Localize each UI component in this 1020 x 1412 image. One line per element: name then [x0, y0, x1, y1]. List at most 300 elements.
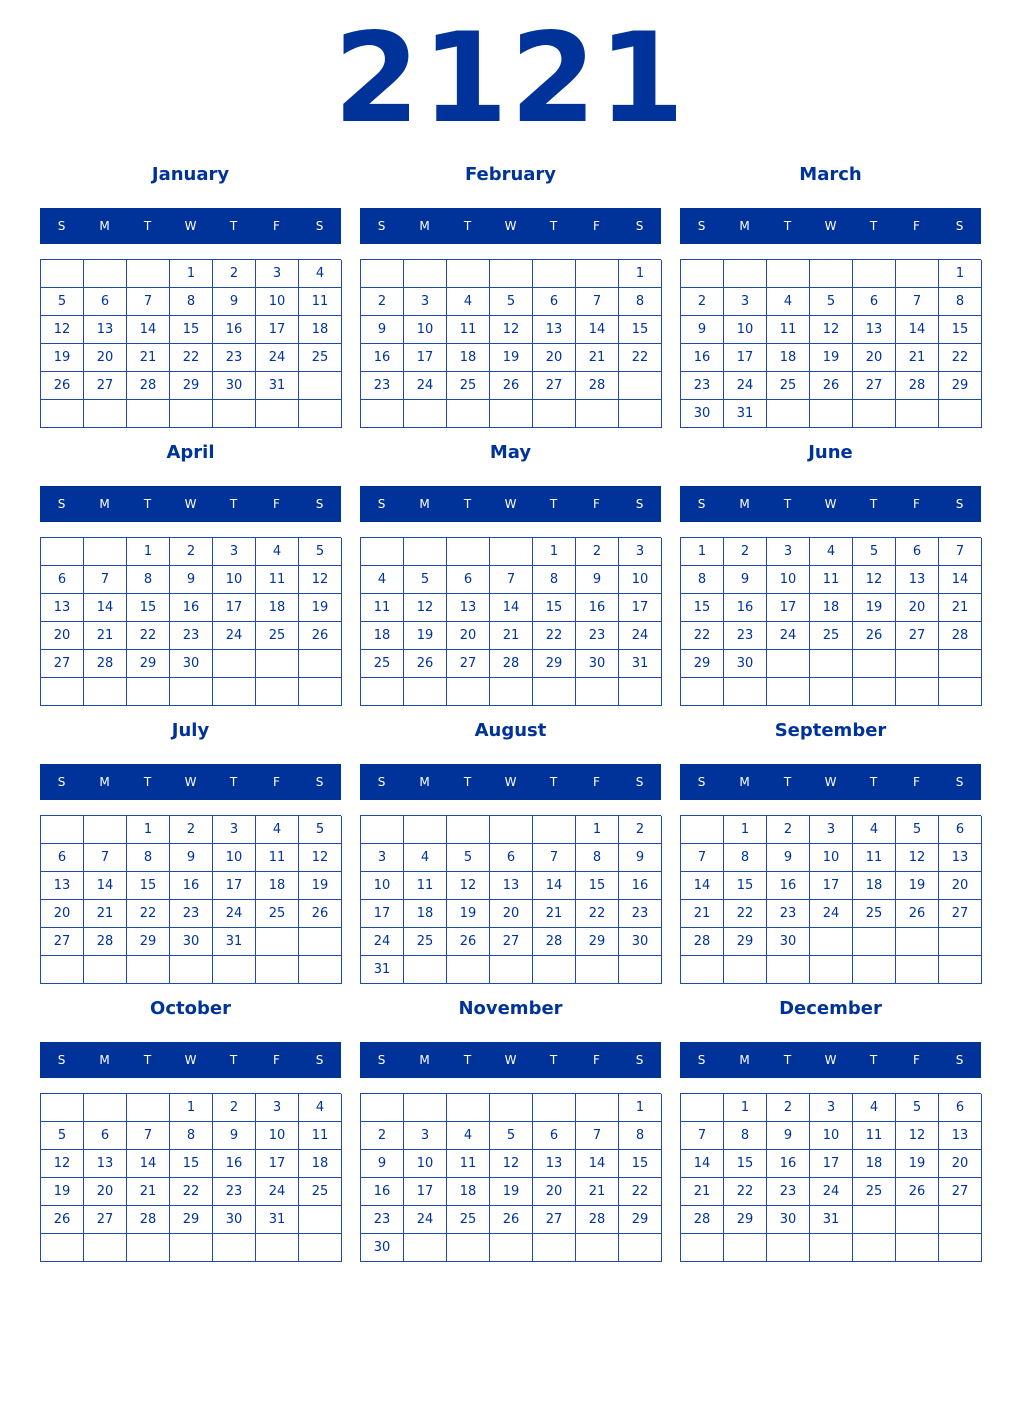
- day-cell: 17: [619, 594, 662, 622]
- day-cell: 6: [84, 288, 127, 316]
- day-cell: 27: [447, 650, 490, 678]
- day-cell: 12: [41, 316, 84, 344]
- empty-day-cell: [361, 260, 404, 288]
- weekday-header-row: [360, 486, 661, 522]
- weekday-header-row: [40, 764, 341, 800]
- day-cell: 18: [361, 622, 404, 650]
- day-cell: 10: [404, 316, 447, 344]
- day-cell: 27: [939, 900, 982, 928]
- day-cell: 23: [361, 372, 404, 400]
- day-cell: 22: [533, 622, 576, 650]
- weekday-header-row: [360, 208, 661, 244]
- day-cell: 22: [724, 1178, 767, 1206]
- day-cell: 2: [767, 1094, 810, 1122]
- day-cell: 15: [170, 316, 213, 344]
- day-cell: 17: [404, 344, 447, 372]
- day-cell: 26: [299, 900, 342, 928]
- day-cell: 5: [299, 538, 342, 566]
- weekday-header: W: [184, 1053, 197, 1067]
- day-cell: 12: [299, 566, 342, 594]
- day-cell: 28: [576, 1206, 619, 1234]
- day-grid: [680, 537, 981, 706]
- month-name: June: [808, 442, 853, 463]
- empty-day-cell: [256, 650, 299, 678]
- month-july: [40, 716, 341, 986]
- empty-day-cell: [724, 956, 767, 984]
- empty-day-cell: [939, 650, 982, 678]
- day-cell: 20: [896, 594, 939, 622]
- day-cell: 31: [619, 650, 662, 678]
- empty-day-cell: [299, 956, 342, 984]
- day-cell: 1: [127, 816, 170, 844]
- weekday-header: F: [593, 219, 600, 233]
- day-cell: 3: [256, 1094, 299, 1122]
- day-cell: 21: [681, 1178, 724, 1206]
- day-cell: 17: [767, 594, 810, 622]
- day-cell: 19: [896, 872, 939, 900]
- empty-day-cell: [853, 650, 896, 678]
- day-cell: 5: [404, 566, 447, 594]
- day-cell: 23: [619, 900, 662, 928]
- day-cell: 12: [447, 872, 490, 900]
- day-cell: 27: [84, 372, 127, 400]
- weekday-header: S: [57, 775, 66, 789]
- day-cell: 30: [767, 928, 810, 956]
- day-cell: 5: [41, 1122, 84, 1150]
- day-cell: 3: [256, 260, 299, 288]
- weekday-header: M: [419, 219, 430, 233]
- day-cell: 18: [853, 1150, 896, 1178]
- day-cell: 16: [213, 316, 256, 344]
- day-cell: 20: [41, 622, 84, 650]
- day-cell: 15: [127, 594, 170, 622]
- weekday-header: S: [955, 219, 964, 233]
- day-cell: 26: [896, 1178, 939, 1206]
- day-cell: 22: [939, 344, 982, 372]
- day-cell: 29: [681, 650, 724, 678]
- day-cell: 3: [404, 288, 447, 316]
- day-cell: 22: [619, 344, 662, 372]
- day-cell: 19: [299, 594, 342, 622]
- empty-day-cell: [447, 538, 490, 566]
- weekday-header: W: [504, 775, 517, 789]
- day-cell: 23: [213, 344, 256, 372]
- day-cell: 17: [361, 900, 404, 928]
- day-cell: 14: [490, 594, 533, 622]
- day-cell: 31: [724, 400, 767, 428]
- empty-day-cell: [447, 816, 490, 844]
- day-cell: 5: [896, 816, 939, 844]
- day-cell: 25: [767, 372, 810, 400]
- day-cell: 13: [939, 1122, 982, 1150]
- day-cell: 16: [724, 594, 767, 622]
- day-cell: 4: [853, 816, 896, 844]
- day-cell: 21: [127, 1178, 170, 1206]
- day-cell: 5: [41, 288, 84, 316]
- day-cell: 24: [724, 372, 767, 400]
- day-cell: 10: [810, 1122, 853, 1150]
- day-cell: 5: [810, 288, 853, 316]
- empty-day-cell: [41, 956, 84, 984]
- empty-day-cell: [576, 1094, 619, 1122]
- day-cell: 11: [810, 566, 853, 594]
- day-grid: [680, 1093, 981, 1262]
- weekday-header: F: [593, 1053, 600, 1067]
- day-cell: 19: [404, 622, 447, 650]
- empty-day-cell: [170, 678, 213, 706]
- day-cell: 12: [404, 594, 447, 622]
- day-cell: 28: [939, 622, 982, 650]
- day-cell: 13: [84, 1150, 127, 1178]
- empty-day-cell: [213, 400, 256, 428]
- day-cell: 10: [724, 316, 767, 344]
- day-cell: 17: [213, 872, 256, 900]
- weekday-header: S: [697, 775, 706, 789]
- day-cell: 23: [767, 1178, 810, 1206]
- day-cell: 4: [256, 538, 299, 566]
- weekday-header: M: [739, 775, 750, 789]
- day-cell: 23: [681, 372, 724, 400]
- empty-day-cell: [256, 1234, 299, 1262]
- day-cell: 7: [681, 844, 724, 872]
- day-cell: 9: [681, 316, 724, 344]
- day-cell: 11: [299, 288, 342, 316]
- weekday-header: W: [184, 219, 197, 233]
- year-title: 2121: [333, 7, 687, 151]
- day-cell: 21: [84, 900, 127, 928]
- empty-day-cell: [939, 956, 982, 984]
- day-cell: 10: [404, 1150, 447, 1178]
- day-cell: 27: [853, 372, 896, 400]
- day-cell: 7: [84, 844, 127, 872]
- weekday-header-row: [680, 486, 981, 522]
- day-cell: 21: [681, 900, 724, 928]
- day-cell: 19: [447, 900, 490, 928]
- empty-day-cell: [170, 956, 213, 984]
- weekday-header: M: [99, 219, 110, 233]
- day-cell: 26: [896, 900, 939, 928]
- day-cell: 8: [170, 288, 213, 316]
- month-april: [40, 438, 341, 708]
- day-cell: 24: [213, 622, 256, 650]
- day-cell: 7: [490, 566, 533, 594]
- empty-day-cell: [896, 928, 939, 956]
- weekday-header-row: [680, 1042, 981, 1078]
- weekday-header-row: [360, 1042, 661, 1078]
- day-cell: 13: [853, 316, 896, 344]
- weekday-header: W: [824, 775, 837, 789]
- weekday-header: M: [739, 1053, 750, 1067]
- day-cell: 9: [576, 566, 619, 594]
- day-cell: 6: [84, 1122, 127, 1150]
- day-cell: 29: [127, 650, 170, 678]
- day-cell: 19: [490, 1178, 533, 1206]
- day-cell: 24: [361, 928, 404, 956]
- day-cell: 4: [404, 844, 447, 872]
- empty-day-cell: [84, 1234, 127, 1262]
- empty-day-cell: [170, 1234, 213, 1262]
- day-cell: 22: [170, 344, 213, 372]
- day-cell: 4: [256, 816, 299, 844]
- empty-day-cell: [404, 538, 447, 566]
- empty-day-cell: [490, 678, 533, 706]
- weekday-header: F: [913, 219, 920, 233]
- month-march: [680, 160, 981, 430]
- day-cell: 22: [681, 622, 724, 650]
- day-cell: 16: [767, 872, 810, 900]
- day-cell: 1: [724, 816, 767, 844]
- day-cell: 5: [299, 816, 342, 844]
- day-cell: 22: [576, 900, 619, 928]
- month-name: October: [150, 998, 231, 1019]
- day-grid: [360, 815, 661, 984]
- weekday-header: T: [549, 1053, 558, 1067]
- month-november: [360, 994, 661, 1264]
- day-cell: 14: [84, 872, 127, 900]
- empty-day-cell: [84, 956, 127, 984]
- day-cell: 5: [853, 538, 896, 566]
- day-cell: 20: [533, 1178, 576, 1206]
- empty-day-cell: [404, 816, 447, 844]
- day-cell: 10: [619, 566, 662, 594]
- day-cell: 6: [490, 844, 533, 872]
- empty-day-cell: [767, 1234, 810, 1262]
- day-cell: 21: [84, 622, 127, 650]
- day-cell: 19: [41, 344, 84, 372]
- day-cell: 16: [170, 872, 213, 900]
- day-cell: 19: [41, 1178, 84, 1206]
- day-cell: 9: [767, 1122, 810, 1150]
- weekday-header: M: [419, 497, 430, 511]
- day-cell: 23: [170, 900, 213, 928]
- day-cell: 18: [767, 344, 810, 372]
- day-cell: 2: [213, 1094, 256, 1122]
- day-cell: 24: [256, 1178, 299, 1206]
- day-cell: 3: [810, 1094, 853, 1122]
- empty-day-cell: [84, 538, 127, 566]
- weekday-header: S: [315, 1053, 324, 1067]
- day-cell: 22: [170, 1178, 213, 1206]
- day-cell: 3: [619, 538, 662, 566]
- day-cell: 12: [896, 844, 939, 872]
- day-cell: 25: [447, 372, 490, 400]
- empty-day-cell: [810, 400, 853, 428]
- empty-day-cell: [127, 956, 170, 984]
- day-cell: 20: [939, 872, 982, 900]
- day-cell: 17: [213, 594, 256, 622]
- empty-day-cell: [681, 956, 724, 984]
- empty-day-cell: [490, 1234, 533, 1262]
- day-cell: 10: [810, 844, 853, 872]
- weekday-header: W: [184, 775, 197, 789]
- day-cell: 13: [41, 594, 84, 622]
- day-cell: 1: [619, 1094, 662, 1122]
- day-cell: 20: [533, 344, 576, 372]
- day-cell: 11: [256, 844, 299, 872]
- day-cell: 22: [619, 1178, 662, 1206]
- empty-day-cell: [299, 1206, 342, 1234]
- day-cell: 27: [490, 928, 533, 956]
- day-cell: 2: [361, 288, 404, 316]
- day-cell: 6: [896, 538, 939, 566]
- day-cell: 15: [576, 872, 619, 900]
- empty-day-cell: [299, 650, 342, 678]
- empty-day-cell: [404, 678, 447, 706]
- weekday-header: S: [635, 1053, 644, 1067]
- day-cell: 7: [84, 566, 127, 594]
- day-cell: 12: [490, 1150, 533, 1178]
- day-cell: 5: [490, 1122, 533, 1150]
- empty-day-cell: [41, 1234, 84, 1262]
- weekday-header: F: [913, 497, 920, 511]
- weekday-header: T: [869, 219, 878, 233]
- weekday-header-row: [680, 208, 981, 244]
- day-cell: 3: [213, 538, 256, 566]
- day-cell: 26: [404, 650, 447, 678]
- empty-day-cell: [299, 400, 342, 428]
- empty-day-cell: [853, 400, 896, 428]
- empty-day-cell: [84, 678, 127, 706]
- month-name: March: [799, 164, 862, 185]
- empty-day-cell: [896, 678, 939, 706]
- day-cell: 13: [84, 316, 127, 344]
- empty-day-cell: [256, 928, 299, 956]
- weekday-header: W: [504, 497, 517, 511]
- day-cell: 4: [767, 288, 810, 316]
- weekday-header: T: [869, 775, 878, 789]
- weekday-header: T: [869, 497, 878, 511]
- day-cell: 26: [447, 928, 490, 956]
- day-cell: 8: [681, 566, 724, 594]
- empty-day-cell: [681, 1234, 724, 1262]
- day-cell: 26: [490, 372, 533, 400]
- day-cell: 17: [256, 316, 299, 344]
- day-cell: 20: [41, 900, 84, 928]
- day-cell: 11: [299, 1122, 342, 1150]
- day-cell: 15: [533, 594, 576, 622]
- weekday-header: F: [593, 497, 600, 511]
- day-cell: 13: [533, 316, 576, 344]
- day-cell: 27: [533, 1206, 576, 1234]
- empty-day-cell: [767, 956, 810, 984]
- day-cell: 6: [41, 566, 84, 594]
- day-cell: 10: [256, 1122, 299, 1150]
- day-cell: 9: [724, 566, 767, 594]
- day-cell: 2: [170, 538, 213, 566]
- day-cell: 9: [170, 844, 213, 872]
- empty-day-cell: [939, 1206, 982, 1234]
- day-cell: 15: [939, 316, 982, 344]
- day-cell: 3: [213, 816, 256, 844]
- day-cell: 13: [533, 1150, 576, 1178]
- month-may: [360, 438, 661, 708]
- day-cell: 9: [213, 288, 256, 316]
- day-cell: 24: [256, 344, 299, 372]
- day-cell: 30: [724, 650, 767, 678]
- weekday-header: T: [143, 775, 152, 789]
- day-cell: 4: [447, 288, 490, 316]
- empty-day-cell: [853, 1234, 896, 1262]
- weekday-header: S: [635, 497, 644, 511]
- day-cell: 17: [256, 1150, 299, 1178]
- weekday-header: T: [549, 775, 558, 789]
- empty-day-cell: [361, 678, 404, 706]
- day-cell: 30: [361, 1234, 404, 1262]
- weekday-header: S: [635, 219, 644, 233]
- day-cell: 24: [810, 1178, 853, 1206]
- day-cell: 26: [299, 622, 342, 650]
- weekday-header: F: [273, 497, 280, 511]
- empty-day-cell: [299, 678, 342, 706]
- empty-day-cell: [853, 956, 896, 984]
- day-cell: 9: [619, 844, 662, 872]
- day-cell: 12: [853, 566, 896, 594]
- empty-day-cell: [939, 678, 982, 706]
- weekday-header: M: [419, 775, 430, 789]
- empty-day-cell: [681, 816, 724, 844]
- day-cell: 2: [619, 816, 662, 844]
- day-cell: 6: [533, 288, 576, 316]
- day-cell: 14: [576, 1150, 619, 1178]
- day-cell: 4: [299, 1094, 342, 1122]
- empty-day-cell: [361, 538, 404, 566]
- weekday-header: F: [273, 219, 280, 233]
- empty-day-cell: [853, 678, 896, 706]
- day-cell: 18: [810, 594, 853, 622]
- empty-day-cell: [939, 928, 982, 956]
- weekday-header-row: [40, 208, 341, 244]
- day-cell: 11: [404, 872, 447, 900]
- day-cell: 26: [810, 372, 853, 400]
- day-cell: 29: [724, 1206, 767, 1234]
- empty-day-cell: [404, 400, 447, 428]
- empty-day-cell: [724, 678, 767, 706]
- empty-day-cell: [127, 400, 170, 428]
- day-cell: 24: [810, 900, 853, 928]
- day-cell: 27: [41, 650, 84, 678]
- empty-day-cell: [490, 260, 533, 288]
- day-cell: 5: [896, 1094, 939, 1122]
- weekday-header-row: [360, 764, 661, 800]
- day-grid: [360, 537, 661, 706]
- day-cell: 5: [447, 844, 490, 872]
- day-cell: 18: [299, 316, 342, 344]
- empty-day-cell: [576, 678, 619, 706]
- day-cell: 9: [361, 1150, 404, 1178]
- weekday-header: T: [463, 497, 472, 511]
- empty-day-cell: [299, 928, 342, 956]
- weekday-header: S: [955, 1053, 964, 1067]
- empty-day-cell: [490, 956, 533, 984]
- day-cell: 20: [447, 622, 490, 650]
- empty-day-cell: [361, 816, 404, 844]
- day-cell: 25: [256, 622, 299, 650]
- day-cell: 25: [853, 1178, 896, 1206]
- empty-day-cell: [619, 678, 662, 706]
- day-cell: 11: [853, 1122, 896, 1150]
- day-grid: [40, 1093, 341, 1262]
- empty-day-cell: [533, 678, 576, 706]
- empty-day-cell: [767, 650, 810, 678]
- day-cell: 15: [619, 316, 662, 344]
- day-cell: 9: [361, 316, 404, 344]
- day-cell: 23: [170, 622, 213, 650]
- day-cell: 13: [896, 566, 939, 594]
- day-grid: [680, 815, 981, 984]
- day-cell: 10: [213, 566, 256, 594]
- weekday-header: S: [377, 775, 386, 789]
- empty-day-cell: [896, 260, 939, 288]
